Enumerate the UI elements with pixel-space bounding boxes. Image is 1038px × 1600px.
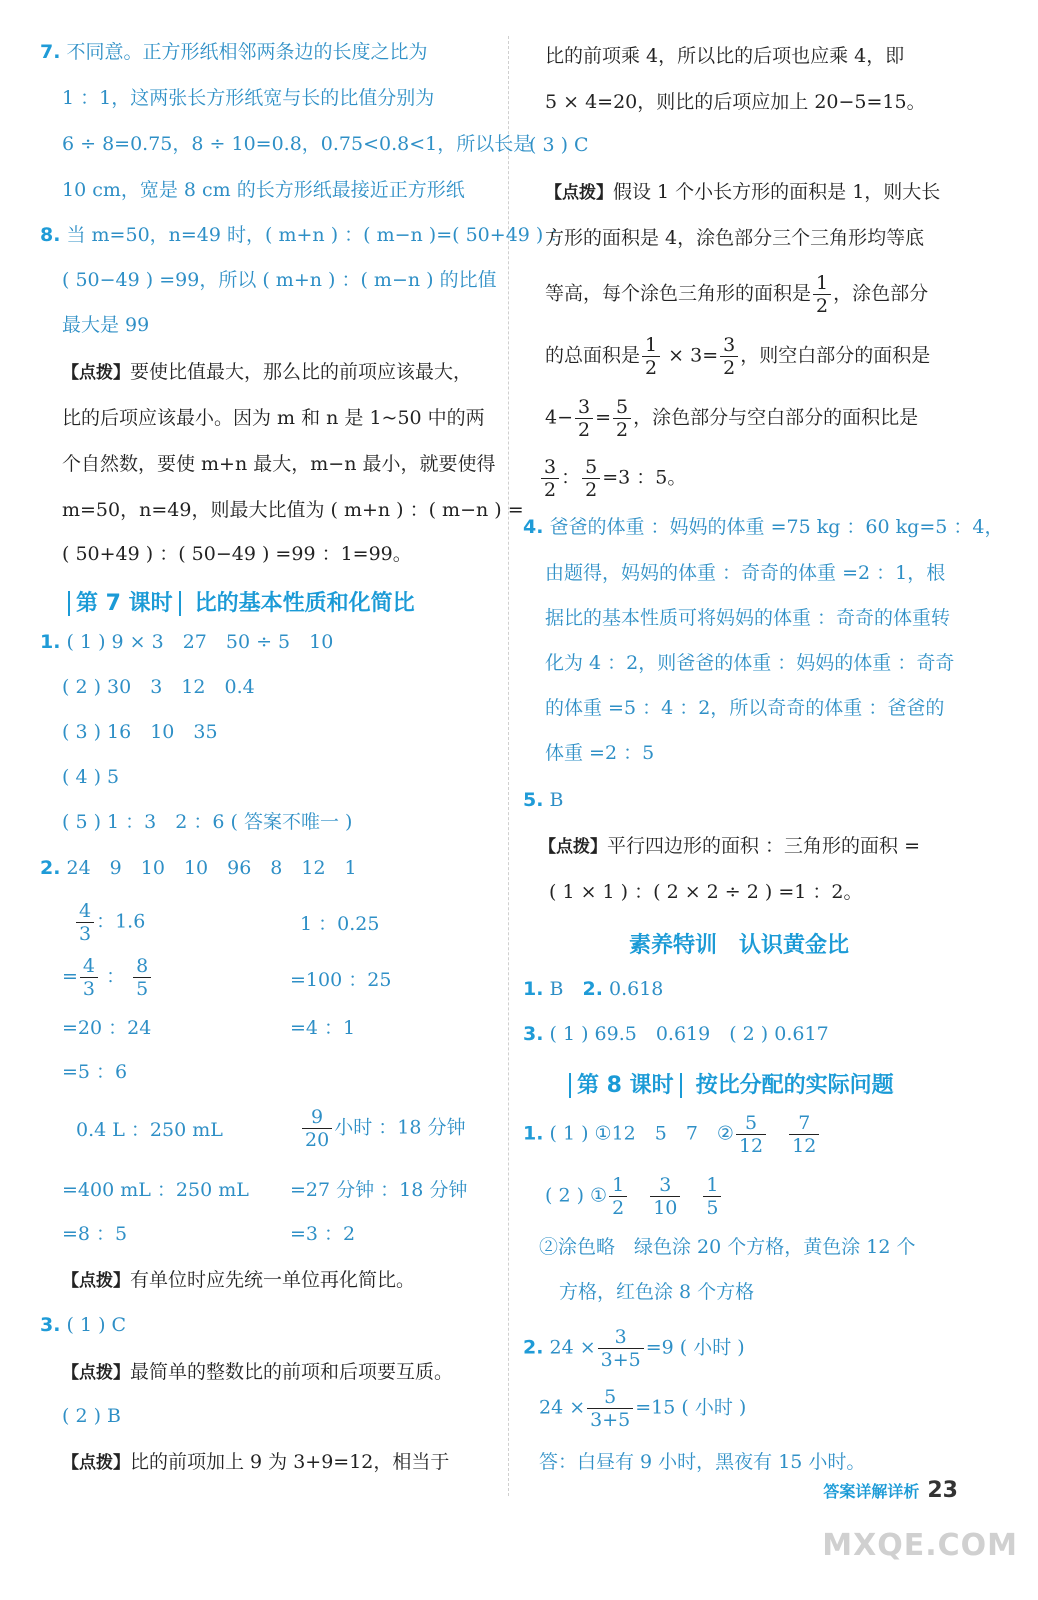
page-number: 23 [927, 1478, 958, 1503]
question-number: 5. [523, 789, 544, 811]
calc-row7-left: =8 ：5 [62, 1223, 128, 1245]
fraction [613, 396, 631, 441]
denominator: 2 [816, 295, 829, 317]
text: 等高，每个涂色三角形的面积是 [545, 282, 812, 305]
q7-line4: 10 cm，宽是 8 cm 的长方形纸最接近正方形纸 [62, 179, 465, 201]
text: 的总面积是 [545, 344, 641, 367]
text: 平行四边形的面积 ：三角形的面积 = [607, 835, 920, 857]
l7-q3-line2: ( 2 ) B [62, 1405, 121, 1427]
question-number: 1. [40, 631, 61, 653]
text: ： [561, 466, 581, 489]
l8-q2-line2 [539, 1386, 746, 1431]
calc-row4-left: =5 ：6 [62, 1061, 128, 1083]
q3-hint-line2: 方形的面积是 4，涂色部分三个三角形均等底 [545, 227, 925, 249]
q4-line4: 化为 4 ：2，则爸爸的体重 ：妈妈的体重 ：奇奇 [545, 652, 955, 674]
text: ( 1 ) ①12 5 7 ② [549, 1122, 734, 1145]
lesson-tag: 第 8 课时 [569, 1073, 682, 1098]
lesson-tag: 第 7 课时 [68, 591, 181, 616]
fraction [650, 1174, 680, 1219]
denominator: 2 [585, 479, 598, 501]
calc-row6-left: =400 mL ：250 mL [62, 1179, 249, 1201]
fraction [575, 396, 593, 441]
hint-label: 【点拨】 [62, 1271, 130, 1291]
fraction [609, 1174, 627, 1219]
q5-answer [523, 788, 563, 812]
numerator: 1 [642, 334, 660, 357]
hint-label: 【点拨】 [539, 837, 607, 857]
special-training-heading: 素养特训 认识黄金比 [629, 933, 850, 958]
calc-row3-right: =4 ：1 [290, 1017, 356, 1039]
text: ，涂色部分 [833, 282, 929, 305]
hint-label: 【点拨】 [62, 1363, 130, 1383]
l8-q2-answer: 答：白昼有 9 小时，黑夜有 15 小时。 [539, 1451, 866, 1473]
q3-hint2 [62, 1450, 449, 1475]
watermark: MXQE.COM [822, 1528, 1018, 1563]
q3-hint-line6 [539, 456, 686, 501]
text: 当 m=50，n=49 时，( m+n ) ：( m−n )=( 50+49 ) ： [66, 224, 569, 246]
page-footer [823, 1478, 958, 1503]
special-q3 [523, 1022, 829, 1046]
numerator: 5 [613, 396, 631, 419]
denominator: 2 [612, 1197, 625, 1219]
question-number: 7. [40, 41, 61, 63]
l7-q1-line3: ( 3 ) 16 10 35 [62, 721, 218, 743]
fraction [642, 334, 660, 379]
hint-label: 【点拨】 [62, 363, 130, 383]
text: ：1.6 [96, 910, 146, 933]
q8-line2: ( 50−49 ) =99，所以 ( m+n ) ：( m−n ) 的比值 [62, 269, 497, 291]
numerator: 7 [789, 1112, 819, 1135]
q8-hint-line3: 个自然数，要使 m+n 最大，m−n 最小，就要使得 [62, 453, 496, 475]
question-number: 3. [523, 1023, 544, 1045]
l7-q1-line2: ( 2 ) 30 3 12 0.4 [62, 676, 255, 698]
q3-hint [62, 1360, 453, 1385]
fraction [541, 456, 559, 501]
l7-q2-line1 [40, 856, 357, 880]
numerator: 8 [133, 955, 151, 978]
denominator: 12 [738, 1135, 764, 1157]
q8-line3: 最大是 99 [62, 314, 150, 336]
calc-row7-right: =3 ：2 [290, 1223, 356, 1245]
text: 24 9 10 10 96 8 12 1 [66, 857, 357, 879]
text: B [549, 978, 564, 1000]
text: = [595, 406, 612, 429]
q3-hint-line1 [545, 180, 940, 205]
numerator: 4 [80, 955, 98, 978]
numerator: 3 [650, 1174, 680, 1197]
question-number: 3. [40, 1314, 61, 1336]
numerator: 9 [302, 1106, 332, 1129]
numerator: 5 [736, 1112, 766, 1135]
q5-hint-line2: ( 1 × 1 ) ：( 2 × 2 ÷ 2 ) =1 ：2。 [549, 881, 863, 903]
q3-hint-line3 [545, 272, 928, 317]
text: 爸爸的体重 ：妈妈的体重 =75 kg ：60 kg=5 ：4， [549, 516, 1004, 538]
q4-line2: 由题得，妈妈的体重 ：奇奇的体重 =2 ：1，根 [545, 562, 946, 584]
q7-line2: 1 ：1，这两张长方形纸宽与长的比值分别为 [62, 87, 435, 109]
q7-line3: 6 ÷ 8=0.75，8 ÷ 10=0.8，0.75<0.8<1，所以长是 [62, 133, 533, 155]
hint-label: 【点拨】 [545, 183, 613, 203]
text: 24 × [539, 1396, 586, 1419]
denominator: 20 [305, 1129, 330, 1151]
text: 有单位时应先统一单位再化简比。 [130, 1269, 416, 1291]
q4-line1 [523, 515, 1003, 539]
question-number: 4. [523, 516, 544, 538]
denominator: 5 [706, 1197, 719, 1219]
question-number: 1. [523, 1122, 544, 1145]
q8-hint-line5: ( 50+49 ) ：( 50−49 ) =99 ：1=99。 [62, 543, 412, 565]
text: = [62, 965, 78, 988]
numerator: 5 [582, 456, 600, 479]
text: ，涂色部分与空白部分的面积比是 [633, 406, 919, 429]
text: 最简单的整数比的前项和后项要互质。 [130, 1361, 454, 1383]
calc-row3-left: =20 ：24 [62, 1017, 152, 1039]
numerator: 1 [703, 1174, 721, 1197]
lesson8-heading [569, 1068, 894, 1099]
denominator: 2 [723, 357, 736, 379]
denominator: 12 [792, 1135, 817, 1157]
l8-q1-part4: 方格，红色涂 8 个方格 [559, 1281, 755, 1303]
calc-row5-right [300, 1106, 465, 1151]
l7-q1-line4: ( 4 ) 5 [62, 766, 120, 788]
denominator: 3+5 [590, 1409, 631, 1431]
text: =3 ：5。 [602, 466, 687, 489]
fraction [133, 955, 151, 1000]
cont-line1: 比的前项乘 4，所以比的后项也应乘 4，即 [545, 45, 905, 67]
column-divider [508, 36, 509, 1496]
hint-label: 【点拨】 [62, 1453, 130, 1473]
lesson7-heading [68, 586, 415, 617]
denominator: 5 [136, 978, 149, 1000]
text: ( 1 ) 9 × 3 27 50 ÷ 5 10 [66, 631, 334, 653]
l7-q3-line1 [40, 1313, 126, 1337]
lesson-title: 按比分配的实际问题 [695, 1073, 894, 1098]
text: =9 ( 小时 ) [645, 1336, 745, 1359]
q8-hint-line1 [62, 360, 472, 385]
q4-line5: 的体重 =5 ：4 ：2，所以奇奇的体重 ：爸爸的 [545, 697, 945, 719]
fraction [813, 272, 831, 317]
numerator: 5 [587, 1386, 633, 1409]
text: ： [106, 965, 126, 988]
denominator: 2 [616, 419, 629, 441]
denominator: 10 [653, 1197, 678, 1219]
l8-q2-line1 [523, 1326, 745, 1371]
text: ( 1 ) C [66, 1314, 127, 1336]
text: 小时 ：18 分钟 [334, 1116, 466, 1139]
denominator: 2 [578, 419, 591, 441]
numerator: 3 [720, 334, 738, 357]
l8-q1-part1 [523, 1112, 821, 1157]
calc-row5-left: 0.4 L ：250 mL [76, 1119, 223, 1141]
denominator: 2 [544, 479, 557, 501]
denominator: 3 [82, 978, 96, 1000]
fraction [736, 1112, 766, 1157]
l7-q1-line1 [40, 630, 333, 654]
q3-hint-line5 [545, 396, 918, 441]
q3-hint-line4 [545, 334, 930, 379]
footer-label: 答案详解详析 [823, 1482, 920, 1501]
lesson-title: 比的基本性质和化简比 [194, 591, 415, 616]
calc-row1-left [74, 900, 145, 945]
q7-line1 [40, 40, 428, 64]
fraction [302, 1106, 332, 1151]
q2-hint [62, 1268, 415, 1293]
numerator: 3 [575, 396, 593, 419]
fraction [703, 1174, 721, 1219]
question-number: 8. [40, 224, 61, 246]
text: ( 1 ) 69.5 0.619 ( 2 ) 0.617 [549, 1023, 829, 1045]
l8-q1-part2 [545, 1174, 723, 1219]
text: 比的前项加上 9 为 3+9=12，相当于 [130, 1451, 450, 1473]
calc-row2-right: =100 ：25 [290, 969, 392, 991]
question-number: 1. [523, 978, 544, 1000]
text: 要使比值最大，那么比的前项应该最大， [130, 361, 473, 383]
fraction [789, 1112, 819, 1157]
l8-q1-part3: ②涂色略 绿色涂 20 个方格，黄色涂 12 个 [539, 1236, 916, 1258]
denominator: 2 [645, 357, 658, 379]
text: ( 2 ) ① [545, 1184, 608, 1207]
q8-hint-line4: m=50，n=49，则最大比值为 ( m+n ) ：( m−n ) = [62, 499, 524, 521]
fraction [582, 456, 600, 501]
l7-q1-line5: ( 5 ) 1 ：3 2 ：6 ( 答案不唯一 ) [62, 811, 353, 833]
text: 0.618 [608, 978, 664, 1000]
text: 假设 1 个小长方形的面积是 1，则大长 [613, 181, 941, 203]
fraction [720, 334, 738, 379]
q5-hint-line1 [539, 834, 920, 859]
question-number: 2. [40, 857, 61, 879]
fraction [80, 955, 98, 1000]
q8-hint-line2: 比的后项应该最小。因为 m 和 n 是 1~50 中的两 [62, 407, 485, 429]
denominator: 3+5 [600, 1349, 641, 1371]
fraction [587, 1386, 633, 1431]
calc-row2-left [62, 955, 153, 1000]
q3-part3: ( 3 ) C [529, 134, 589, 156]
numerator: 1 [609, 1174, 627, 1197]
text: =15 ( 小时 ) [635, 1396, 747, 1419]
text: 4− [545, 406, 574, 429]
text: × 3= [668, 344, 719, 367]
q4-line6: 体重 =2 ：5 [545, 742, 655, 764]
calc-row6-right: =27 分钟 ：18 分钟 [290, 1179, 468, 1201]
question-number: 2. [523, 1336, 544, 1359]
text: ，则空白部分的面积是 [740, 344, 931, 367]
text: 24 × [549, 1336, 596, 1359]
text: B [549, 789, 564, 811]
fraction [598, 1326, 644, 1371]
fraction [76, 900, 94, 945]
question-number: 2. [582, 978, 603, 1000]
numerator: 3 [541, 456, 559, 479]
q8-line1 [40, 223, 568, 247]
special-q1-q2 [523, 977, 663, 1001]
denominator: 3 [79, 923, 92, 945]
cont-line2: 5 × 4=20，则比的后项应加上 20−5=15。 [545, 91, 926, 113]
calc-row1-right: 1 ：0.25 [300, 913, 380, 935]
numerator: 4 [76, 900, 94, 923]
text: 不同意。正方形纸相邻两条边的长度之比为 [66, 41, 428, 63]
q4-line3: 据比的基本性质可将妈妈的体重 ：奇奇的体重转 [545, 607, 951, 629]
numerator: 3 [598, 1326, 644, 1349]
numerator: 1 [813, 272, 831, 295]
